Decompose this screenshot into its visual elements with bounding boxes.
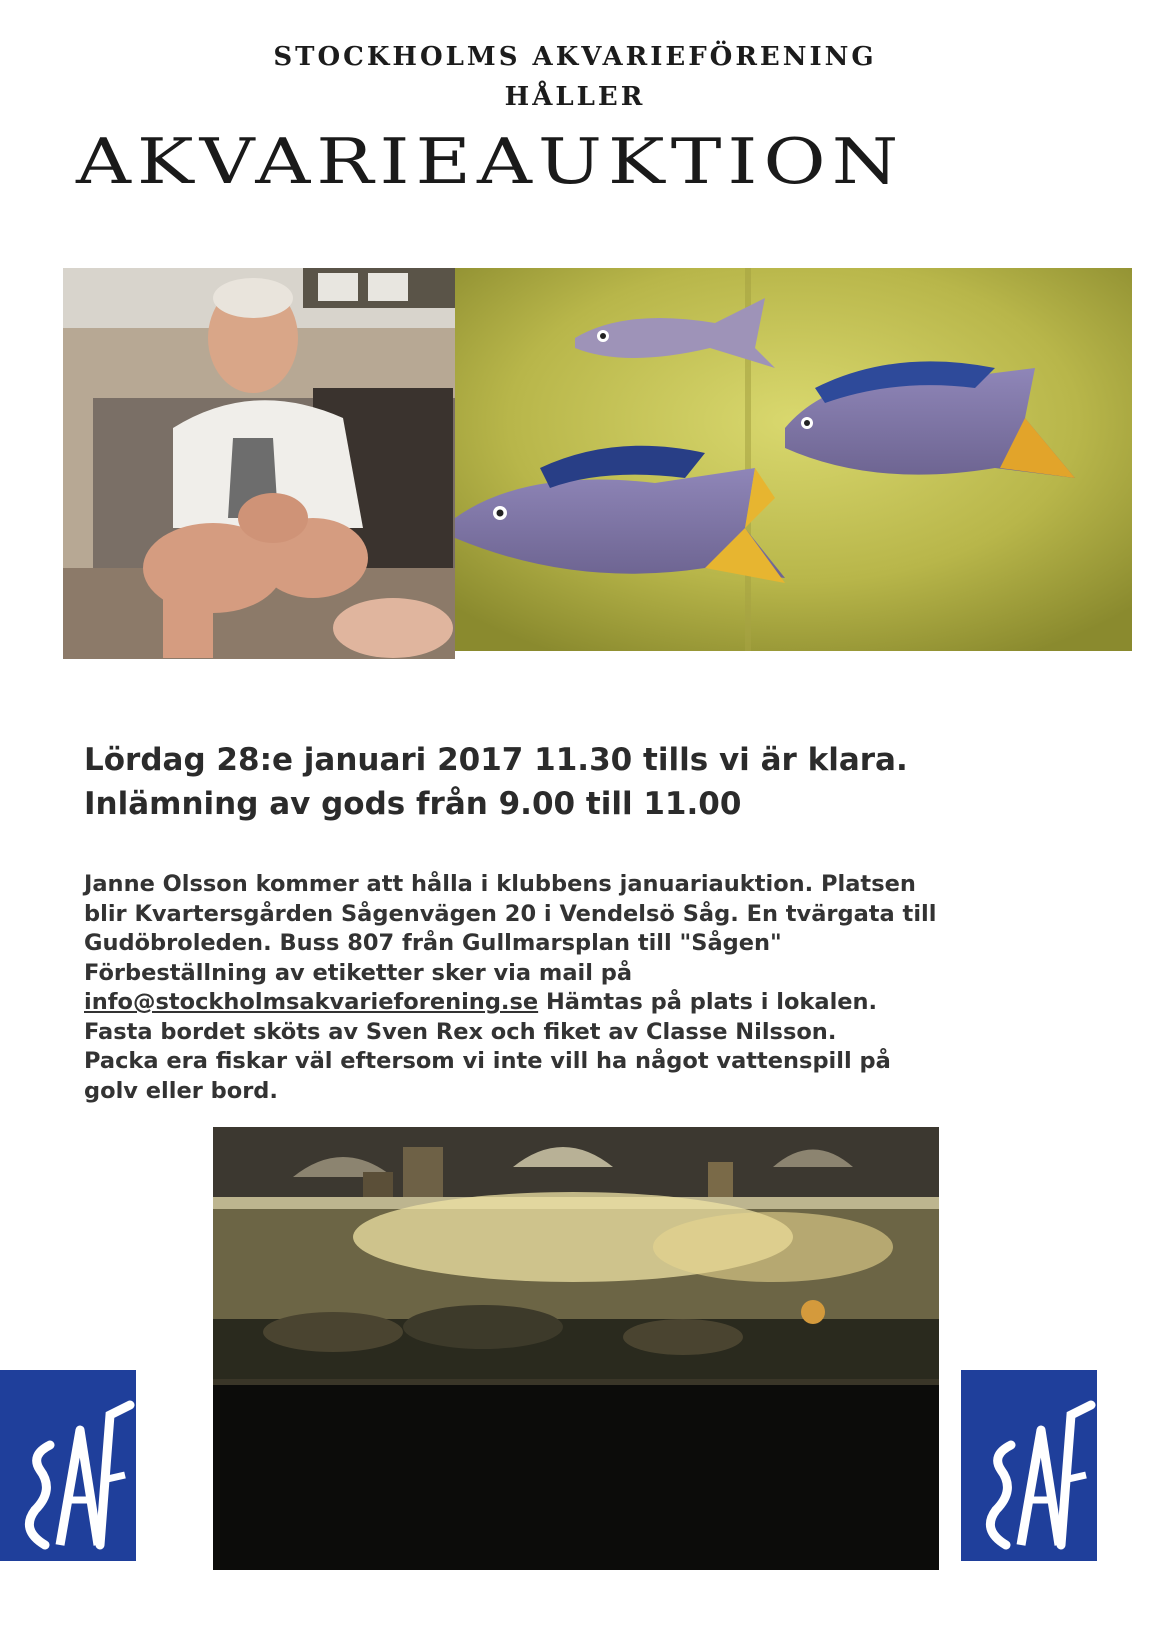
description-line: golv eller bord. (84, 1077, 278, 1104)
description-line: Packa era fiskar väl eftersom vi inte vill ha något vattenspill på (84, 1048, 891, 1074)
saf-logo-right (961, 1370, 1097, 1561)
description-line: Fasta bordet sköts av Sven Rex och fiket av Classe Nilsson. (84, 1018, 837, 1045)
photo-cichlid-fish (455, 268, 1132, 651)
holds-heading: HÅLLER (504, 82, 646, 112)
saf-logo-left (0, 1370, 136, 1561)
event-description (84, 870, 1084, 1106)
org-name-heading: STOCKHOLMS AKVARIEFÖRENING (273, 42, 877, 72)
description-line: Gudöbroleden. Buss 807 från Gullmarsplan till "Sågen" (84, 930, 782, 956)
event-date-line: Lördag 28:e januari 2017 11.30 tills vi är klara. (84, 742, 908, 778)
photo-man-sitting (63, 268, 455, 659)
description-text: Hämtas på plats i lokalen. (538, 989, 878, 1015)
description-line: Janne Olsson kommer att hålla i klubbens januariauktion. Platsen (84, 871, 916, 897)
dropoff-time-line: Inlämning av gods från 9.00 till 11.00 (84, 786, 742, 822)
event-title: AKVARIEAUKTION (76, 125, 905, 198)
description-line: blir Kvartersgården Sågenvägen 20 i Vendelsö Såg. En tvärgata till (84, 900, 937, 927)
description-line: Förbeställning av etiketter sker via mail på (84, 959, 633, 986)
description-line (84, 988, 1084, 1018)
photo-aquarium-tank (213, 1127, 939, 1570)
email-link[interactable]: info@stockholmsakvarieforening.se (84, 989, 539, 1015)
